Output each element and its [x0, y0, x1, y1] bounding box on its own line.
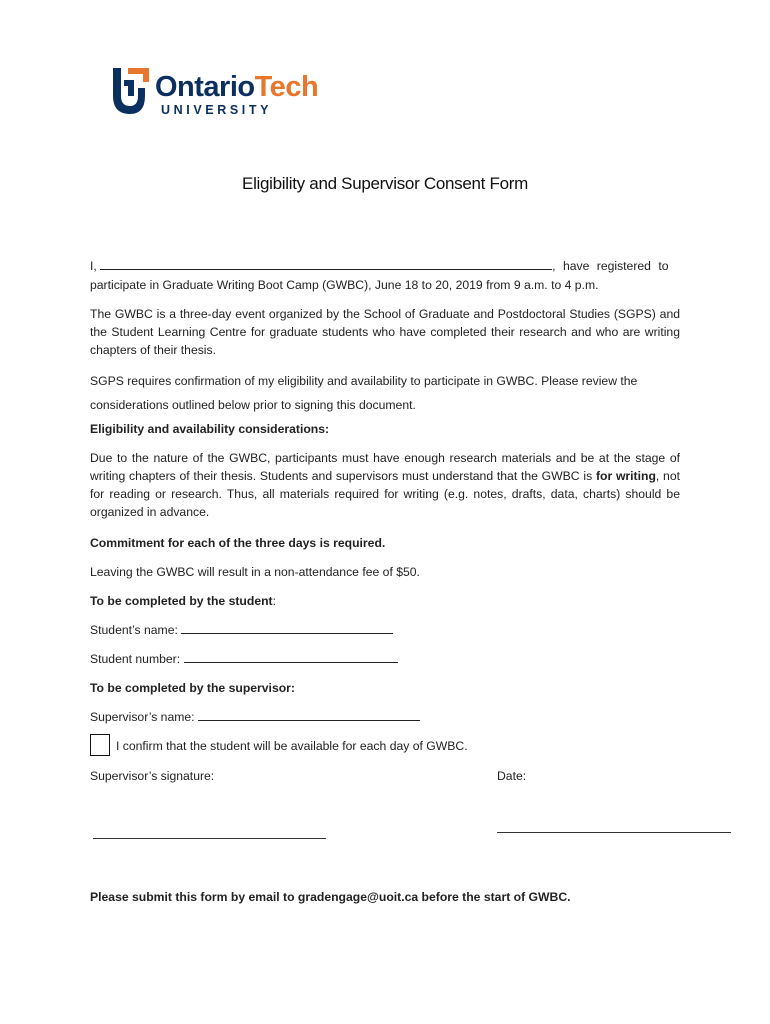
student-number-row	[90, 650, 680, 668]
logo-wordmark	[155, 70, 318, 104]
supervisor-name-field[interactable]	[198, 708, 420, 721]
signature-line[interactable]	[93, 838, 326, 839]
supervisor-name-row	[90, 708, 680, 726]
fee-text: Leaving the GWBC will result in a non-attendance fee of $50.	[90, 565, 420, 579]
considerations-part2: , not for reading or research. Thus, all materials required for writing (e.g. notes, drafts, data, charts) should be organized in advance.	[90, 469, 681, 519]
date-line[interactable]	[497, 832, 731, 833]
submit-instructions: Please submit this form by email to gradengage@uoit.ca before the start of GWBC.	[90, 890, 571, 904]
confirm-text: I confirm that the student will be available for each day of GWBC.	[116, 739, 468, 753]
registrant-name-field[interactable]	[100, 257, 552, 270]
student-heading-text: To be completed by the student	[90, 594, 273, 608]
student-number-field[interactable]	[184, 650, 398, 663]
student-number-label: Student number:	[90, 652, 181, 666]
intro-line1	[90, 257, 680, 275]
considerations-paragraph	[90, 449, 680, 521]
sgps-line1: SGPS requires confirmation of my eligibility and availability to participate in GWBC. Please review the	[90, 374, 638, 388]
considerations-heading: Eligibility and availability considerations:	[90, 422, 330, 436]
about-paragraph: The GWBC is a three-day event organized by the School of Graduate and Postdoctoral Studies (SGPS) and the Student Learning Centre for graduate students who have completed their research and who are writing chapters of their thesis.	[90, 307, 680, 357]
intro-prefix: I,	[90, 259, 97, 273]
student-name-label: Student’s name:	[90, 623, 178, 637]
student-name-row	[90, 621, 680, 639]
student-heading-colon: :	[272, 594, 276, 608]
signature-label: Supervisor’s signature:	[90, 769, 215, 783]
intro-suffix: , have registered to	[552, 259, 669, 273]
supervisor-heading: To be completed by the supervisor:	[90, 681, 295, 695]
commitment-text: Commitment for each of the three days is required.	[90, 536, 386, 550]
considerations-bold: for writing	[595, 469, 656, 483]
considerations-part1: Due to the nature of the GWBC, participants must have enough research materials and be at the stage of writing chapters of their thesis. Students and supervisors must understand that the GWBC is	[90, 451, 680, 483]
university-logo	[110, 66, 340, 122]
student-heading	[90, 592, 680, 610]
availability-checkbox[interactable]	[90, 734, 110, 756]
date-label: Date:	[497, 769, 527, 783]
form-title: Eligibility and Supervisor Consent Form	[242, 174, 528, 193]
logo-subtitle: UNIVERSITY	[161, 103, 273, 117]
sgps-line2: considerations outlined below prior to signing this document.	[90, 398, 416, 412]
intro-line2: participate in Graduate Writing Boot Camp (GWBC), June 18 to 20, 2019 from 9 a.m. to 4 p.m.	[90, 278, 599, 292]
logo-name-part2: Tech	[254, 71, 319, 103]
student-name-field[interactable]	[181, 621, 393, 634]
shield-logo-icon	[110, 66, 152, 118]
logo-name-part1: Ontario	[155, 71, 255, 103]
supervisor-name-label: Supervisor’s name:	[90, 710, 195, 724]
